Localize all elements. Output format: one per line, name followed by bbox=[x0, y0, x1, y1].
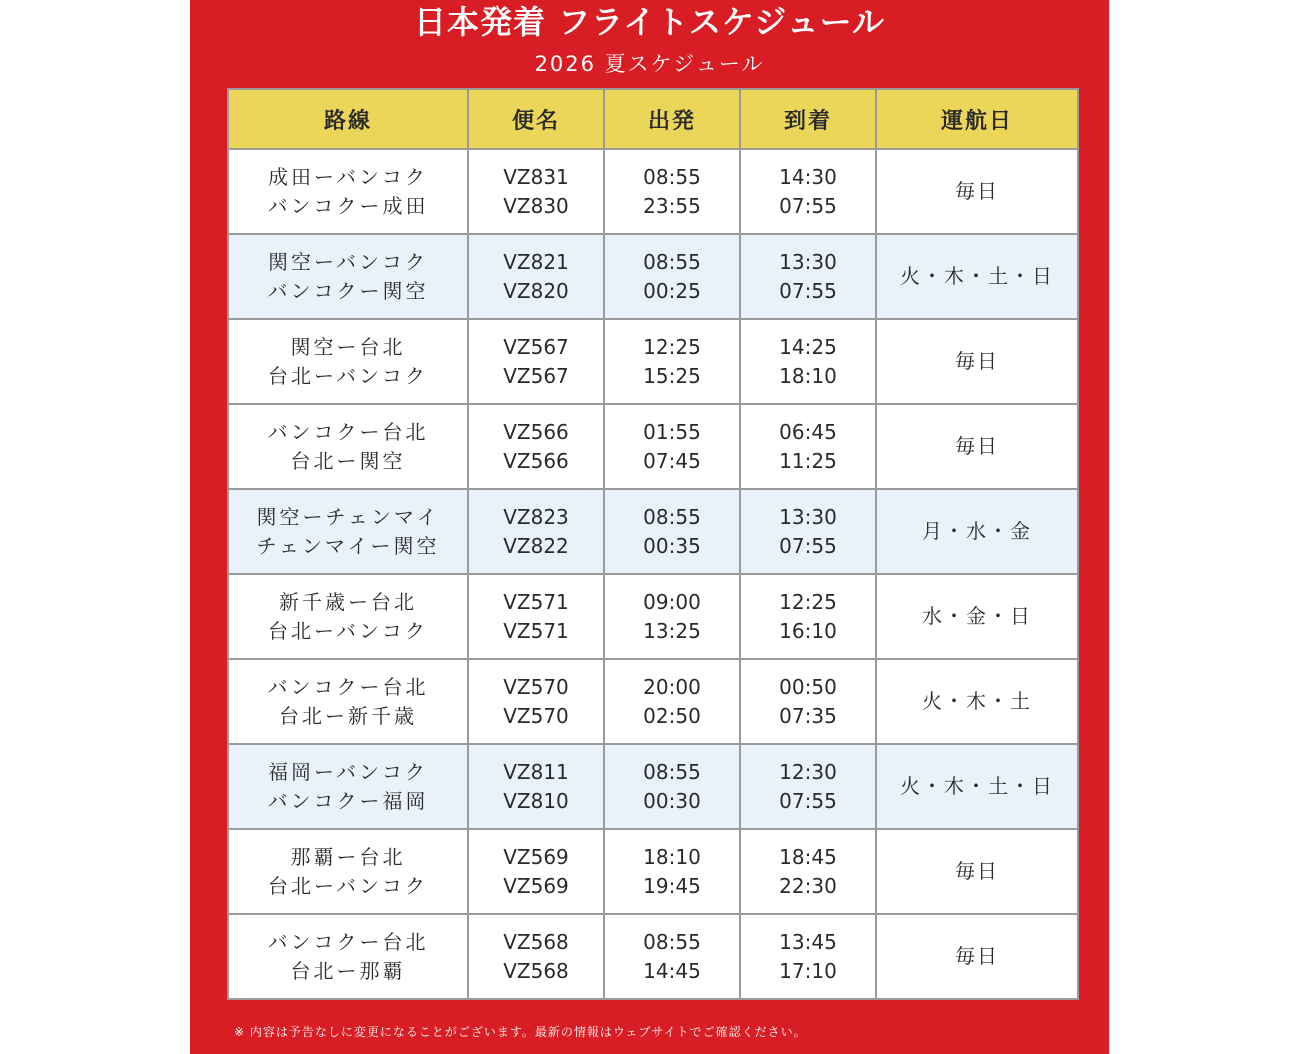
arrival-time-cell-line: 07:55 bbox=[779, 278, 837, 303]
table-row bbox=[228, 234, 1078, 319]
departure-time-cell-line: 02:50 bbox=[643, 703, 701, 728]
operating-days-cell: 月・水・金 bbox=[876, 489, 1078, 574]
flight-number-cell bbox=[468, 489, 604, 574]
schedule-panel bbox=[190, 0, 1109, 1054]
flight-number-cell-line: VZ830 bbox=[503, 193, 569, 218]
footer-note: ※ 内容は予告なしに変更になることがございます。最新の情報はウェブサイトでご確認ください。 bbox=[234, 1025, 807, 1039]
departure-time-cell-line: 08:55 bbox=[643, 164, 701, 189]
flight-number-cell-line: VZ567 bbox=[503, 363, 569, 388]
arrival-time-cell-line: 07:55 bbox=[779, 533, 837, 558]
flight-number-cell-line: VZ566 bbox=[503, 448, 569, 473]
column-header-operating-days: 運航日 bbox=[876, 89, 1078, 149]
flight-number-cell-line: VZ831 bbox=[503, 164, 569, 189]
route-cell-line: 台北ーバンコク bbox=[268, 618, 428, 643]
arrival-time-cell-line: 13:45 bbox=[779, 929, 837, 954]
departure-time-cell-line: 00:35 bbox=[643, 533, 701, 558]
column-header-route: 路線 bbox=[228, 89, 468, 149]
arrival-time-cell-line: 07:35 bbox=[779, 703, 837, 728]
flight-number-cell-line: VZ568 bbox=[503, 929, 569, 954]
arrival-time-cell bbox=[740, 234, 876, 319]
column-header-arrival: 到着 bbox=[740, 89, 876, 149]
arrival-time-cell bbox=[740, 659, 876, 744]
route-cell bbox=[228, 574, 468, 659]
operating-days-cell: 毎日 bbox=[876, 829, 1078, 914]
arrival-time-cell-line: 18:10 bbox=[779, 363, 837, 388]
flight-number-cell-line: VZ569 bbox=[503, 873, 569, 898]
route-cell bbox=[228, 489, 468, 574]
arrival-time-cell-line: 14:25 bbox=[779, 334, 837, 359]
departure-time-cell-line: 13:25 bbox=[643, 618, 701, 643]
arrival-time-cell-line: 14:30 bbox=[779, 164, 837, 189]
table-row bbox=[228, 489, 1078, 574]
departure-time-cell bbox=[604, 659, 740, 744]
arrival-time-cell bbox=[740, 404, 876, 489]
flight-schedule-table bbox=[227, 88, 1079, 1000]
route-cell-line: 那覇ー台北 bbox=[290, 844, 406, 869]
arrival-time-cell-line: 12:25 bbox=[779, 589, 837, 614]
table-row bbox=[228, 149, 1078, 234]
arrival-time-cell-line: 12:30 bbox=[779, 759, 837, 784]
departure-time-cell-line: 09:00 bbox=[643, 589, 701, 614]
arrival-time-cell-line: 11:25 bbox=[779, 448, 837, 473]
departure-time-cell bbox=[604, 404, 740, 489]
route-cell-line: バンコクー台北 bbox=[267, 929, 429, 954]
flight-number-cell-line: VZ570 bbox=[503, 703, 569, 728]
table-row bbox=[228, 574, 1078, 659]
departure-time-cell bbox=[604, 744, 740, 829]
table-row bbox=[228, 404, 1078, 489]
table-row bbox=[228, 914, 1078, 999]
flight-number-cell-line: VZ571 bbox=[503, 618, 569, 643]
table-row bbox=[228, 659, 1078, 744]
route-cell bbox=[228, 319, 468, 404]
flight-number-cell bbox=[468, 234, 604, 319]
flight-number-cell bbox=[468, 829, 604, 914]
departure-time-cell-line: 08:55 bbox=[643, 929, 701, 954]
flight-number-cell-line: VZ811 bbox=[503, 759, 569, 784]
arrival-time-cell-line: 13:30 bbox=[779, 504, 837, 529]
table-row bbox=[228, 744, 1078, 829]
route-cell-line: 台北ーバンコク bbox=[268, 363, 428, 388]
operating-days-cell: 毎日 bbox=[876, 319, 1078, 404]
table-body bbox=[228, 149, 1078, 999]
departure-time-cell bbox=[604, 914, 740, 999]
route-cell-line: 台北ー那覇 bbox=[290, 958, 406, 983]
arrival-time-cell bbox=[740, 574, 876, 659]
flight-number-cell bbox=[468, 659, 604, 744]
arrival-time-cell-line: 00:50 bbox=[779, 674, 837, 699]
departure-time-cell-line: 18:10 bbox=[643, 844, 701, 869]
route-cell bbox=[228, 829, 468, 914]
route-cell bbox=[228, 149, 468, 234]
flight-number-cell-line: VZ820 bbox=[503, 278, 569, 303]
departure-time-cell bbox=[604, 319, 740, 404]
departure-time-cell-line: 00:25 bbox=[643, 278, 701, 303]
route-cell bbox=[228, 659, 468, 744]
flight-number-cell-line: VZ568 bbox=[503, 958, 569, 983]
arrival-time-cell bbox=[740, 149, 876, 234]
departure-time-cell-line: 14:45 bbox=[643, 958, 701, 983]
route-cell-line: 関空ー台北 bbox=[290, 334, 406, 359]
page-title: 日本発着 フライトスケジュール bbox=[414, 3, 885, 41]
departure-time-cell-line: 08:55 bbox=[643, 759, 701, 784]
departure-time-cell-line: 00:30 bbox=[643, 788, 701, 813]
departure-time-cell-line: 15:25 bbox=[643, 363, 701, 388]
route-cell-line: 台北ーバンコク bbox=[268, 873, 428, 898]
route-cell-line: 台北ー関空 bbox=[290, 448, 406, 473]
route-cell-line: バンコクー成田 bbox=[267, 193, 429, 218]
arrival-time-cell bbox=[740, 744, 876, 829]
operating-days-cell: 水・金・日 bbox=[876, 574, 1078, 659]
route-cell-line: 新千歳ー台北 bbox=[279, 589, 417, 614]
flight-number-cell-line: VZ821 bbox=[503, 249, 569, 274]
departure-time-cell bbox=[604, 234, 740, 319]
departure-time-cell bbox=[604, 149, 740, 234]
arrival-time-cell-line: 13:30 bbox=[779, 249, 837, 274]
departure-time-cell-line: 19:45 bbox=[643, 873, 701, 898]
route-cell bbox=[228, 404, 468, 489]
arrival-time-cell-line: 16:10 bbox=[779, 618, 837, 643]
page-subtitle: 2026 夏スケジュール bbox=[534, 52, 765, 76]
operating-days-cell: 火・木・土・日 bbox=[876, 234, 1078, 319]
arrival-time-cell-line: 17:10 bbox=[779, 958, 837, 983]
arrival-time-cell-line: 07:55 bbox=[779, 788, 837, 813]
departure-time-cell-line: 08:55 bbox=[643, 504, 701, 529]
column-header-flight: 便名 bbox=[468, 89, 604, 149]
flight-number-cell-line: VZ570 bbox=[503, 674, 569, 699]
flight-number-cell-line: VZ567 bbox=[503, 334, 569, 359]
operating-days-cell: 火・木・土・日 bbox=[876, 744, 1078, 829]
flight-number-cell bbox=[468, 574, 604, 659]
departure-time-cell-line: 08:55 bbox=[643, 249, 701, 274]
flight-number-cell-line: VZ823 bbox=[503, 504, 569, 529]
table-row bbox=[228, 829, 1078, 914]
route-cell-line: 成田ーバンコク bbox=[268, 164, 428, 189]
route-cell-line: 福岡ーバンコク bbox=[268, 759, 428, 784]
flight-number-cell-line: VZ571 bbox=[503, 589, 569, 614]
departure-time-cell bbox=[604, 829, 740, 914]
departure-time-cell bbox=[604, 489, 740, 574]
arrival-time-cell-line: 06:45 bbox=[779, 419, 837, 444]
column-header-departure: 出発 bbox=[604, 89, 740, 149]
arrival-time-cell-line: 07:55 bbox=[779, 193, 837, 218]
arrival-time-cell bbox=[740, 914, 876, 999]
flight-number-cell-line: VZ569 bbox=[503, 844, 569, 869]
route-cell-line: 台北ー新千歳 bbox=[279, 703, 417, 728]
flight-number-cell-line: VZ810 bbox=[503, 788, 569, 813]
operating-days-cell: 火・木・土 bbox=[876, 659, 1078, 744]
departure-time-cell bbox=[604, 574, 740, 659]
arrival-time-cell-line: 18:45 bbox=[779, 844, 837, 869]
operating-days-cell: 毎日 bbox=[876, 404, 1078, 489]
route-cell-line: バンコクー福岡 bbox=[267, 788, 429, 813]
arrival-time-cell bbox=[740, 829, 876, 914]
route-cell-line: バンコクー台北 bbox=[267, 674, 429, 699]
table-row bbox=[228, 319, 1078, 404]
flight-number-cell-line: VZ822 bbox=[503, 533, 569, 558]
route-cell-line: チェンマイー関空 bbox=[256, 533, 440, 558]
departure-time-cell-line: 23:55 bbox=[643, 193, 701, 218]
route-cell-line: 関空ーチェンマイ bbox=[256, 504, 440, 529]
departure-time-cell-line: 12:25 bbox=[643, 334, 701, 359]
operating-days-cell: 毎日 bbox=[876, 914, 1078, 999]
departure-time-cell-line: 01:55 bbox=[643, 419, 701, 444]
flight-number-cell bbox=[468, 149, 604, 234]
operating-days-cell: 毎日 bbox=[876, 149, 1078, 234]
table-header-row bbox=[228, 89, 1078, 149]
route-cell-line: バンコクー関空 bbox=[267, 278, 429, 303]
route-cell bbox=[228, 744, 468, 829]
flight-number-cell bbox=[468, 404, 604, 489]
arrival-time-cell bbox=[740, 489, 876, 574]
departure-time-cell-line: 07:45 bbox=[643, 448, 701, 473]
flight-number-cell bbox=[468, 914, 604, 999]
route-cell-line: 関空ーバンコク bbox=[268, 249, 428, 274]
route-cell bbox=[228, 234, 468, 319]
route-cell bbox=[228, 914, 468, 999]
flight-number-cell bbox=[468, 744, 604, 829]
arrival-time-cell-line: 22:30 bbox=[779, 873, 837, 898]
route-cell-line: バンコクー台北 bbox=[267, 419, 429, 444]
flight-number-cell-line: VZ566 bbox=[503, 419, 569, 444]
flight-number-cell bbox=[468, 319, 604, 404]
arrival-time-cell bbox=[740, 319, 876, 404]
departure-time-cell-line: 20:00 bbox=[643, 674, 701, 699]
